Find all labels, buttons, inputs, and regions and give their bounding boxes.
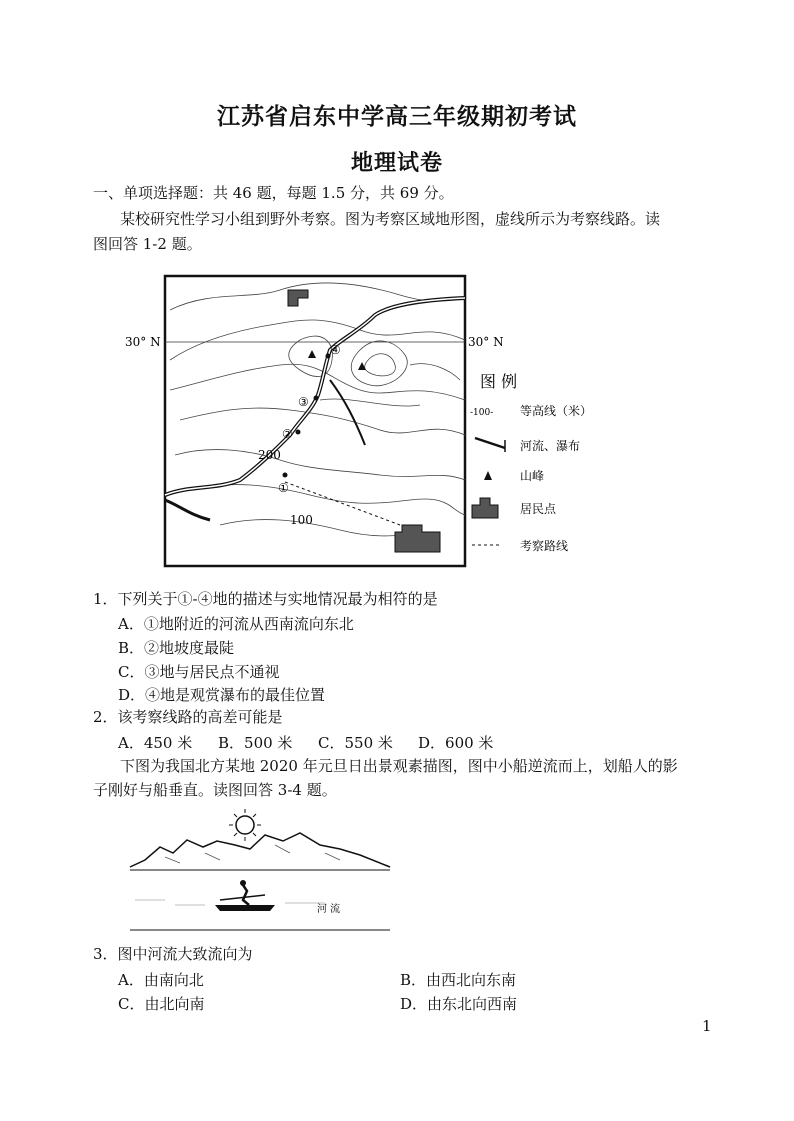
q2-option-b: B．500 米 bbox=[218, 734, 293, 752]
legend-contour-value: -100- bbox=[470, 408, 494, 418]
q2-option-c: C．550 米 bbox=[318, 734, 393, 752]
q3-stem: 3．图中河流大致流向为 bbox=[93, 945, 253, 963]
water-marks bbox=[135, 900, 325, 905]
point-3-marker bbox=[314, 396, 319, 401]
intro2-line-2: 子刚好与船垂直。读图回答 3-4 题。 bbox=[93, 781, 337, 799]
topographic-map bbox=[120, 270, 620, 575]
q3-option-b: B．由西北向东南 bbox=[400, 971, 517, 989]
q3-option-c: C．由北向南 bbox=[118, 995, 205, 1013]
lat-label-left: 30° N bbox=[125, 335, 161, 349]
sun-icon bbox=[229, 809, 261, 841]
intro-line-2: 图回答 1-2 题。 bbox=[93, 235, 202, 253]
mountain-shading bbox=[165, 845, 340, 863]
legend-settlement: 居民点 bbox=[520, 502, 557, 516]
intro-line-1: 某校研究性学习小组到野外考察。图为考察区域地形图，虚线所示为考察线路。读 bbox=[120, 210, 661, 228]
legend-contour: 等高线（米） bbox=[520, 404, 593, 418]
map-frame bbox=[165, 276, 465, 566]
contour-label-200: 200 bbox=[258, 448, 281, 462]
point-4-label: ④ bbox=[330, 343, 341, 357]
q1-stem: 1．下列关于①-④地的描述与实地情况最为相符的是 bbox=[93, 590, 438, 608]
mountain-ridge bbox=[130, 833, 390, 867]
point-3-label: ③ bbox=[298, 395, 309, 409]
legend-river: 河流、瀑布 bbox=[520, 439, 581, 453]
q2-stem: 2．该考察线路的高差可能是 bbox=[93, 708, 283, 726]
q1-option-a: A．①地附近的河流从西南流向东北 bbox=[118, 615, 354, 633]
q2-option-d: D．600 米 bbox=[418, 734, 494, 752]
point-2-marker bbox=[296, 430, 301, 435]
q3-option-a: A．由南向北 bbox=[118, 971, 204, 989]
legend-river-icon bbox=[475, 438, 505, 448]
q1-option-c: C．③地与居民点不通视 bbox=[118, 663, 280, 681]
q1-option-d: D．④地是观赏瀑布的最佳位置 bbox=[118, 686, 326, 704]
boat-icon bbox=[215, 880, 275, 911]
contour-label-100: 100 bbox=[290, 513, 313, 527]
q1-option-b: B．②地坡度最陡 bbox=[118, 639, 235, 657]
legend-title: 图 例 bbox=[480, 372, 518, 391]
section-heading: 一、单项选择题：共 46 题，每题 1.5 分，共 69 分。 bbox=[93, 184, 454, 202]
lat-label-right: 30° N bbox=[468, 335, 504, 349]
subject-title: 地理试卷 bbox=[350, 150, 443, 176]
exam-title: 江苏省启东中学高三年级期初考试 bbox=[217, 103, 577, 130]
river-label: 河 流 bbox=[317, 904, 341, 915]
point-1-label: ① bbox=[278, 481, 289, 495]
q2-option-a: A．450 米 bbox=[118, 734, 193, 752]
sunrise-sketch bbox=[125, 805, 395, 935]
q3-option-d: D．由东北向西南 bbox=[400, 995, 518, 1013]
point-1-marker bbox=[283, 473, 288, 478]
page-number: 1 bbox=[702, 1017, 712, 1035]
intro2-line-1: 下图为我国北方某地 2020 年元旦日出景观素描图，图中小船逆流而上，划船人的影 bbox=[120, 757, 678, 775]
point-2-label: ② bbox=[282, 427, 293, 441]
legend-peak: 山峰 bbox=[520, 469, 545, 483]
legend-peak-icon bbox=[484, 471, 492, 480]
legend-settlement-icon bbox=[472, 498, 498, 518]
legend-route: 考察路线 bbox=[520, 539, 569, 553]
